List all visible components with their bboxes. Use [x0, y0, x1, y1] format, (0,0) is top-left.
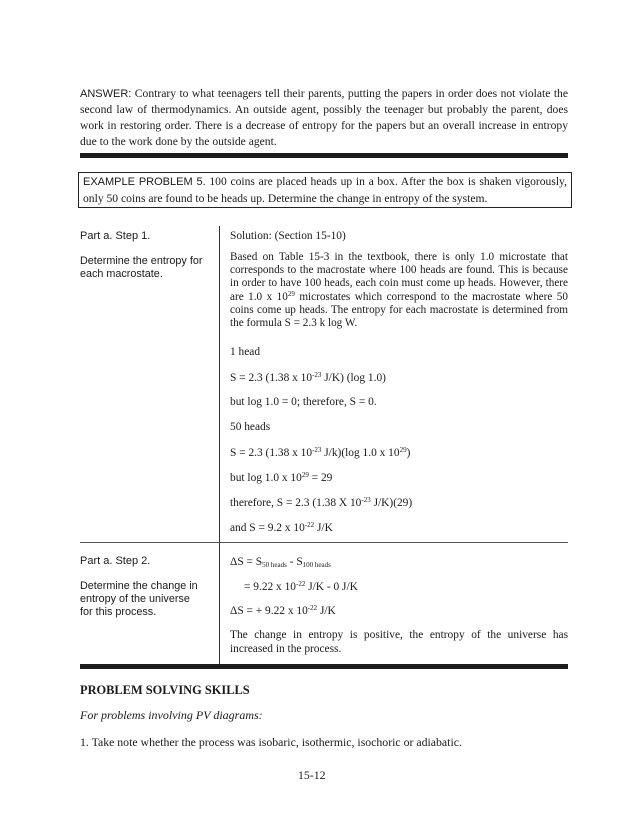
step2-description: Determine the change in entropy of the universe for this process. [80, 579, 198, 618]
step2-cell [80, 555, 205, 619]
section-heading: PROBLEM SOLVING SKILLS [80, 683, 250, 697]
equation-s-1head: S = 2.3 (1.38 x $10^{-23}$ J/K) (log 1.0) [230, 371, 386, 384]
page-number: 15-12 [298, 768, 326, 782]
equation-s-50heads: S = 2.3 (1.38 x $10^{-23}$ J/k)(log 1.0 x $10^{29}$) [230, 446, 411, 459]
equation-log-zero: but log 1.0 = 0; therefore, S = 0. [230, 396, 377, 408]
solution-heading: Solution: (Section 15-10) [230, 230, 346, 242]
section-divider-bottom [80, 664, 568, 669]
step2-label: Part a. Step 2. [80, 555, 151, 567]
example-problem-box [78, 172, 572, 208]
section-subheading: For problems involving PV diagrams: [80, 708, 263, 722]
example-lead: EXAMPLE PROBLEM 5. [83, 176, 206, 188]
step1-label: Part a. Step 1. [80, 230, 151, 242]
answer-lead: ANSWER: [80, 88, 132, 100]
equation-1-head: 1 head [230, 346, 261, 358]
conclusion-text: The change in entropy is positive, the entropy of the universe has increased in the process. [230, 629, 568, 655]
solution-cell [230, 229, 568, 330]
answer-text: Contrary to what teenagers tell their parents, putting the papers in order does not violate the second law of thermodynamics. An outside agent, possibly the teenager but probably the parent, does work in restoring order. There is a decrease of entropy for the papers but an overall increase in entropy due to the work done by the outside agent. [80, 87, 568, 148]
equation-delta-s-values: = 9.22 x $10^{-22}$ J/K - 0 J/K [244, 580, 358, 593]
equation-s-result: and S = 9.2 x $10^{-22}$ J/K [230, 521, 333, 534]
step1-description: Determine the entropy for each macrostate. [80, 254, 203, 280]
step1-cell [80, 230, 205, 281]
equation-therefore-s: therefore, S = 2.3 (1.38 X $10^{-23}$ J/K)(29) [230, 496, 413, 509]
equation-delta-s-def: $\Delta S = S_{50 heads} - S_{100 heads}$ [230, 556, 331, 569]
table-row-divider [80, 542, 568, 543]
solution-body: Based on Table 15-3 in the textbook, there is only 1.0 microstate that corresponds to the macrostate where 100 heads are found. This is because in order to have 100 heads, each coin must come up heads. However, there are 1.0 x $10^{29}$ microstates which correspond to the macrostate where 50 coins come up heads. The entropy for each macrostate is determined from the formula S = 2.3 k log W. [230, 251, 568, 330]
table-column-divider [219, 226, 220, 666]
list-item: 1. Take note whether the process was isobaric, isothermic, isochoric or adiabatic. [80, 735, 462, 749]
example-text: 100 coins are placed heads up in a box. After the box is shaken vigorously, only 50 coins are found to be heads up. Determine the change in entropy of the system. [83, 175, 567, 205]
equation-log-29: but log 1.0 x $10^{29} = 29$ [230, 471, 333, 484]
section-divider-top [80, 153, 568, 158]
equation-delta-s-result: ΔS = + 9.22 x $10^{-22}$ J/K [230, 604, 336, 617]
equation-50-heads: 50 heads [230, 421, 271, 433]
answer-paragraph [80, 86, 568, 150]
